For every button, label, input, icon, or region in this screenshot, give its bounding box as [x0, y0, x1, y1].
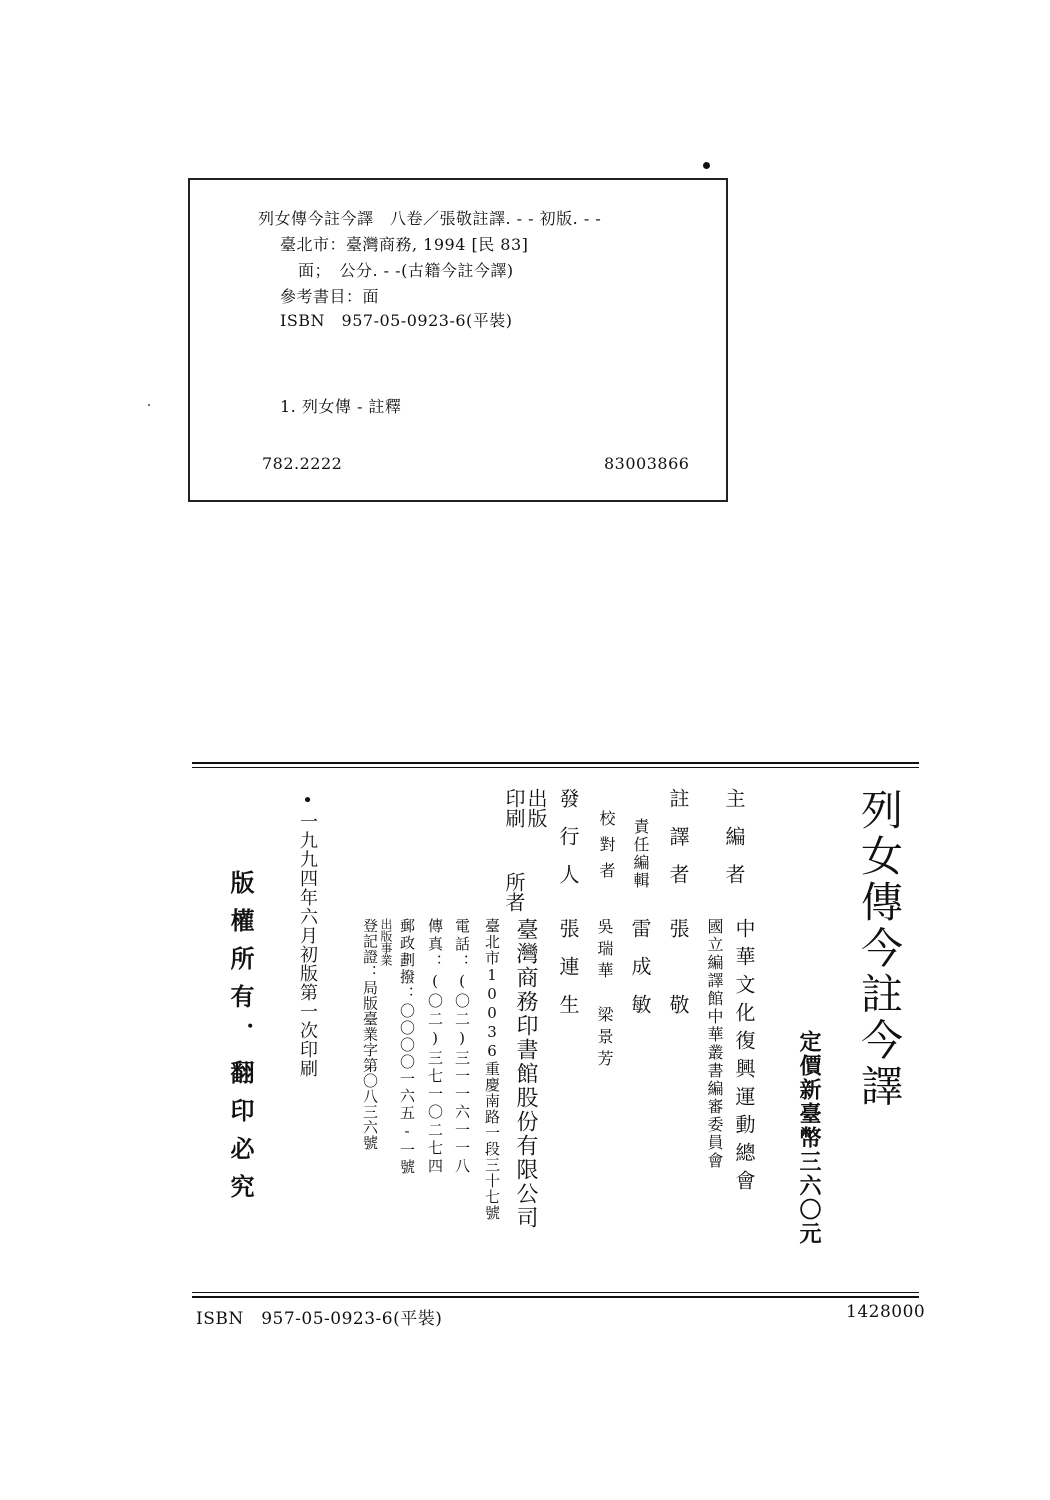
editor-label: 主編者: [722, 788, 746, 902]
copyright-notice: 版權所有．翻印必究: [226, 870, 255, 1212]
publisher-label-1: 出版: [524, 788, 548, 828]
editor-1: 中華文化復興運動總會: [732, 918, 756, 1198]
managing-editor: 雷成敏: [628, 918, 652, 1032]
footer-isbn: ISBN 957-05-0923-6(平裝): [196, 1309, 443, 1329]
card-bibliography-line: 參考書目：面: [280, 287, 380, 306]
book-title: 列女傳今註今譯: [855, 788, 904, 1110]
registration-a: 出版事業: [379, 918, 393, 966]
issuer: 張連生: [556, 918, 580, 1032]
card-isbn-line: ISBN 957-05-0923-6(平裝): [280, 311, 513, 330]
annotator: 張 敬: [666, 918, 690, 1032]
annotator-label: 註譯者: [666, 788, 690, 902]
card-collation-line: 面； 公分. - -(古籍今註今譯): [298, 261, 514, 280]
edition-info: •一九九四年六月初版第一次印刷: [297, 790, 318, 1078]
catalog-card: [188, 178, 728, 502]
proofreader-label: 校對者: [597, 810, 616, 888]
card-record-number: 83003866: [604, 454, 690, 473]
colophon-bottom-rule: [192, 1296, 919, 1298]
card-class-number: 782.2222: [262, 454, 343, 473]
registration-b: 登記證：局版臺業字第〇八三六號: [361, 918, 379, 1151]
colophon-bottom-rule-thin: [192, 1292, 919, 1293]
publisher-fax: 傳真：(〇二)三七一〇二七四: [426, 918, 444, 1176]
proofreader: 吳瑞華 梁景芳: [595, 918, 614, 1072]
footer-code: 1428000: [846, 1302, 926, 1322]
colophon-top-rule-thin: [192, 767, 919, 768]
publisher-label-2: 印刷: [502, 788, 526, 828]
ink-dot: [703, 162, 710, 169]
card-imprint-line: 臺北市：臺灣商務, 1994 [民 83]: [280, 235, 529, 254]
managing-editor-label: 責任編輯: [631, 818, 650, 890]
issuer-label: 發行人: [556, 788, 580, 902]
card-subject-line: 1. 列女傳 - 註釋: [280, 397, 402, 416]
publisher-address: 臺北市10036重慶南路一段三十七號: [483, 918, 501, 1221]
publisher-phone: 電話：(〇二)三一一六一一八: [453, 918, 471, 1176]
ink-speck: [148, 404, 150, 406]
postal-transfer: 郵政劃撥：〇〇〇〇一六五-一號: [398, 918, 416, 1176]
publisher-label-3: 所者: [502, 872, 526, 912]
card-title-line: 列女傳今註今譯 八卷／張敬註譯. - - 初版. - -: [258, 209, 602, 228]
publisher: 臺灣商務印書館股份有限公司: [513, 918, 538, 1230]
price: 定價新臺幣三六〇元: [796, 1030, 822, 1246]
editor-2: 國立編譯館中華叢書編審委員會: [705, 918, 724, 1170]
colophon-top-rule: [192, 762, 919, 764]
